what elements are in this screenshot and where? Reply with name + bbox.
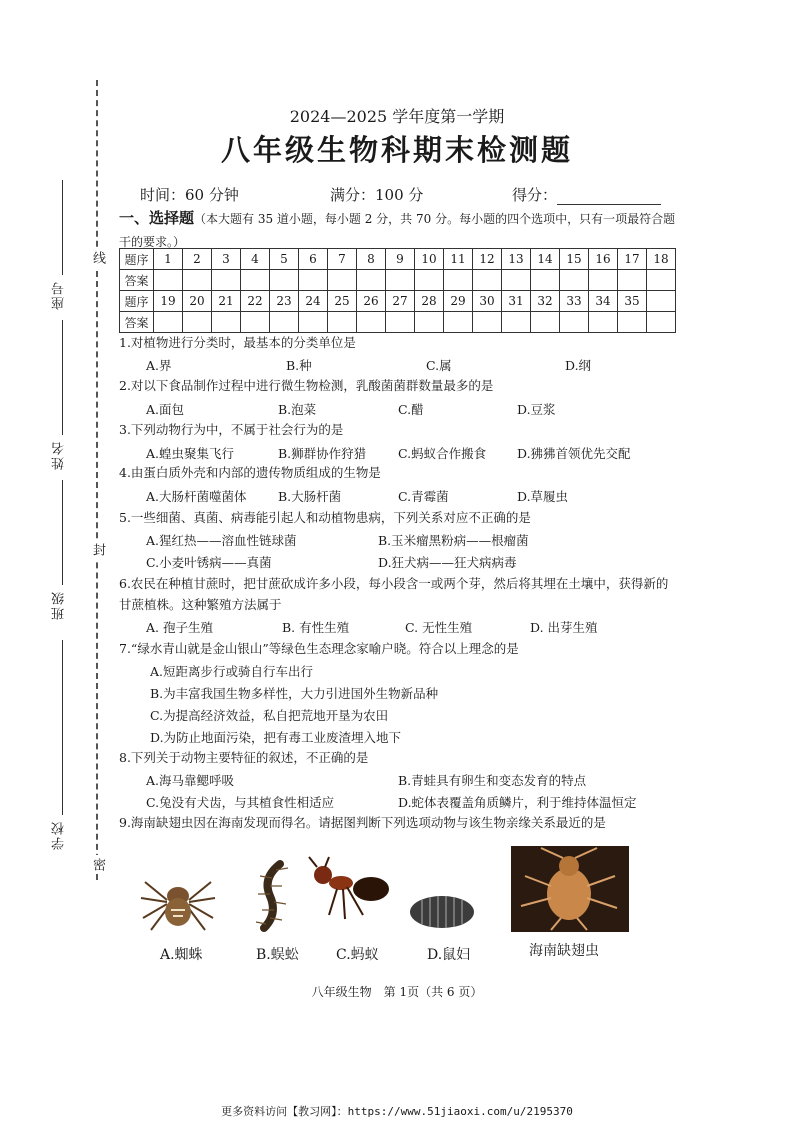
option[interactable]: D.纲 <box>565 358 592 373</box>
answer-cell[interactable] <box>502 270 531 291</box>
section-title: 一、选择题 <box>119 209 195 227</box>
answer-cell[interactable] <box>589 270 618 291</box>
option[interactable]: A.猩红热——溶血性链球菌 <box>146 533 297 548</box>
answer-cell[interactable] <box>328 312 357 333</box>
cell: 29 <box>444 291 473 312</box>
option[interactable]: D.狂犬病——狂犬病病毒 <box>378 555 517 570</box>
cell: 2 <box>183 249 212 270</box>
option[interactable]: D.蛇体表覆盖角质鳞片，利于维持体温恒定 <box>398 795 637 810</box>
centipede-image <box>250 858 298 932</box>
cell: 7 <box>328 249 357 270</box>
seal-feng: 封 <box>88 540 107 559</box>
question-stem: 9.海南缺翅虫因在海南发现而得名。请据图判断下列选项动物与该生物亲缘关系最近的是 <box>119 815 606 830</box>
option[interactable]: D.为防止地面污染，把有毒工业废渣埋入地下 <box>150 730 402 745</box>
answer-cell[interactable] <box>589 312 618 333</box>
option[interactable]: C.青霉菌 <box>398 489 449 504</box>
question-stem: 8.下列关于动物主要特征的叙述，不正确的是 <box>119 750 369 765</box>
table-row <box>120 270 676 291</box>
answer-cell[interactable] <box>560 312 589 333</box>
option[interactable]: C.属 <box>426 358 452 373</box>
full-score-info: 满分：100 分 <box>330 186 424 204</box>
cell <box>647 291 676 312</box>
question-stem: 2.对以下食品制作过程中进行微生物检测，乳酸菌菌群数量最多的是 <box>119 378 494 393</box>
score-blank[interactable] <box>557 189 661 205</box>
answer-cell[interactable] <box>241 270 270 291</box>
score-field[interactable] <box>512 184 661 205</box>
answer-cell[interactable] <box>647 270 676 291</box>
cell: 24 <box>299 291 328 312</box>
woodlouse-image <box>406 890 478 930</box>
answer-cell[interactable] <box>386 312 415 333</box>
question-stem: 5.一些细菌、真菌、病毒能引起人和动植物患病，下列关系对应不正确的是 <box>119 510 531 525</box>
cell: 11 <box>444 249 473 270</box>
answer-cell[interactable] <box>531 312 560 333</box>
answer-cell[interactable] <box>473 312 502 333</box>
section-heading <box>119 207 679 253</box>
answer-cell[interactable] <box>560 270 589 291</box>
cell: 22 <box>241 291 270 312</box>
option[interactable]: C.为提高经济效益，私自把荒地开垦为农田 <box>150 708 389 723</box>
option[interactable]: D. 出芽生殖 <box>530 620 598 635</box>
seal-mi: 密 <box>88 855 107 874</box>
answer-cell[interactable] <box>386 270 415 291</box>
answer-cell[interactable] <box>647 312 676 333</box>
answer-cell[interactable] <box>357 270 386 291</box>
table-row <box>120 249 676 270</box>
answer-cell[interactable] <box>212 270 241 291</box>
option[interactable]: B. 有性生殖 <box>282 620 350 635</box>
caption-ant: C.蚂蚁 <box>336 947 379 963</box>
row-label: 题序 <box>120 249 154 270</box>
cell: 33 <box>560 291 589 312</box>
option[interactable]: C.小麦叶锈病——真菌 <box>146 555 272 570</box>
answer-cell[interactable] <box>212 312 241 333</box>
row-label: 题序 <box>120 291 154 312</box>
cell: 20 <box>183 291 212 312</box>
cell: 26 <box>357 291 386 312</box>
option[interactable]: B.狮群协作狩猎 <box>278 446 367 461</box>
answer-cell[interactable] <box>531 270 560 291</box>
answer-cell[interactable] <box>299 270 328 291</box>
answer-cell[interactable] <box>154 312 183 333</box>
cell: 34 <box>589 291 618 312</box>
cell: 17 <box>618 249 647 270</box>
answer-cell[interactable] <box>241 312 270 333</box>
school-label: 学校 <box>52 820 67 850</box>
option[interactable]: A.大肠杆菌噬菌体 <box>146 489 247 504</box>
cell: 25 <box>328 291 357 312</box>
cell: 23 <box>270 291 299 312</box>
seat-label: 座号 <box>52 280 67 310</box>
option[interactable]: C. 无性生殖 <box>405 620 473 635</box>
cell: 10 <box>415 249 444 270</box>
cell: 1 <box>154 249 183 270</box>
cell: 27 <box>386 291 415 312</box>
name-blank <box>62 320 63 435</box>
option[interactable]: A.海马靠鳃呼吸 <box>146 773 235 788</box>
seal-xian: 线 <box>88 248 107 267</box>
cell: 5 <box>270 249 299 270</box>
row-label: 答案 <box>120 270 154 291</box>
cell: 6 <box>299 249 328 270</box>
table-row <box>120 312 676 333</box>
answer-cell[interactable] <box>502 312 531 333</box>
answer-cell[interactable] <box>328 270 357 291</box>
ant-image <box>305 855 395 925</box>
cell: 15 <box>560 249 589 270</box>
cell: 16 <box>589 249 618 270</box>
answer-cell[interactable] <box>415 312 444 333</box>
answer-cell[interactable] <box>618 312 647 333</box>
cell: 21 <box>212 291 241 312</box>
option[interactable]: A.蝗虫聚集飞行 <box>146 446 235 461</box>
cell: 31 <box>502 291 531 312</box>
cell: 9 <box>386 249 415 270</box>
answer-cell[interactable] <box>270 270 299 291</box>
cell: 8 <box>357 249 386 270</box>
answer-cell[interactable] <box>270 312 299 333</box>
answer-cell[interactable] <box>618 270 647 291</box>
answer-cell[interactable] <box>444 270 473 291</box>
cell: 28 <box>415 291 444 312</box>
option[interactable]: C.醋 <box>398 402 424 417</box>
seat-blank <box>62 180 63 275</box>
resource-link[interactable]: 更多资料访问【教习网】：https://www.51jiaoxi.com/u/2195370 <box>221 1105 573 1118</box>
option[interactable]: B.青蛙具有卵生和变态发育的特点 <box>398 773 587 788</box>
option[interactable]: B.玉米瘤黑粉病——根瘤菌 <box>378 533 529 548</box>
option[interactable]: B.为丰富我国生物多样性，大力引进国外生物新品种 <box>150 686 439 701</box>
class-blank <box>62 480 63 585</box>
answer-cell[interactable] <box>357 312 386 333</box>
caption-woodlouse: D.鼠妇 <box>427 947 471 963</box>
cell: 3 <box>212 249 241 270</box>
exam-title: 八年级生物科期末检测题 <box>220 133 573 167</box>
cell: 14 <box>531 249 560 270</box>
question-stem: 3.下列动物行为中，不属于社会行为的是 <box>119 422 344 437</box>
option[interactable]: D.狒狒首领优先交配 <box>517 446 631 461</box>
question-stem: 6.农民在种植甘蔗时，把甘蔗砍成许多小段，每小段含一或两个芽，然后将其埋在土壤中，获得新的甘蔗植株。这种繁殖方法属于 <box>119 576 669 612</box>
answer-table <box>119 248 676 333</box>
name-label: 姓名 <box>52 440 67 470</box>
question-stem: 1.对植物进行分类时，最基本的分类单位是 <box>119 335 356 350</box>
caption-centipede: B.蜈蚣 <box>256 947 299 963</box>
cell: 18 <box>647 249 676 270</box>
option[interactable]: D.草履虫 <box>517 489 569 504</box>
caption-zorapteran: 海南缺翅虫 <box>529 943 599 959</box>
option[interactable]: C.兔没有犬齿，与其植食性相适应 <box>146 795 335 810</box>
cell: 12 <box>473 249 502 270</box>
term-title: 2024—2025 学年度第一学期 <box>289 107 505 126</box>
answer-cell[interactable] <box>473 270 502 291</box>
cell: 19 <box>154 291 183 312</box>
cell: 35 <box>618 291 647 312</box>
table-row <box>120 291 676 312</box>
answer-cell[interactable] <box>415 270 444 291</box>
row-label: 答案 <box>120 312 154 333</box>
option[interactable]: D.豆浆 <box>517 402 556 417</box>
answer-cell[interactable] <box>444 312 473 333</box>
cell: 4 <box>241 249 270 270</box>
question-stem: 7.“绿水青山就是金山银山”等绿色生态理念家喻户晓。符合以上理念的是 <box>119 641 519 656</box>
caption-spider: A.蜘蛛 <box>160 947 203 963</box>
cell: 32 <box>531 291 560 312</box>
question-stem: 4.由蛋白质外壳和内部的遗传物质组成的生物是 <box>119 465 381 480</box>
spider-image <box>137 868 219 934</box>
answer-cell[interactable] <box>299 312 328 333</box>
cell: 30 <box>473 291 502 312</box>
answer-cell[interactable] <box>154 270 183 291</box>
cell: 13 <box>502 249 531 270</box>
option[interactable]: B.大肠杆菌 <box>278 489 342 504</box>
option[interactable]: A.面包 <box>146 402 185 417</box>
class-label: 班级 <box>52 590 67 620</box>
answer-cell[interactable] <box>183 312 212 333</box>
section-note: （本大题有 35 道小题，每小题 2 分，共 70 分。每小题的四个选项中，只有一项最符合题干的要求。） <box>119 212 676 249</box>
option[interactable]: A.界 <box>146 358 172 373</box>
option[interactable]: C.蚂蚁合作搬食 <box>398 446 487 461</box>
option[interactable]: B.种 <box>286 358 312 373</box>
school-blank <box>62 640 63 815</box>
option[interactable]: B.泡菜 <box>278 402 317 417</box>
zorapteran-image <box>511 846 629 932</box>
option[interactable]: A.短距离步行或骑自行车出行 <box>150 664 314 679</box>
binding-dashed-line <box>96 80 98 880</box>
answer-cell[interactable] <box>183 270 212 291</box>
page-footer: 八年级生物 第 1页（共 6 页） <box>311 985 483 999</box>
score-label: 得分： <box>512 186 558 204</box>
time-info: 时间：60 分钟 <box>140 186 239 204</box>
option[interactable]: A. 孢子生殖 <box>146 620 213 635</box>
